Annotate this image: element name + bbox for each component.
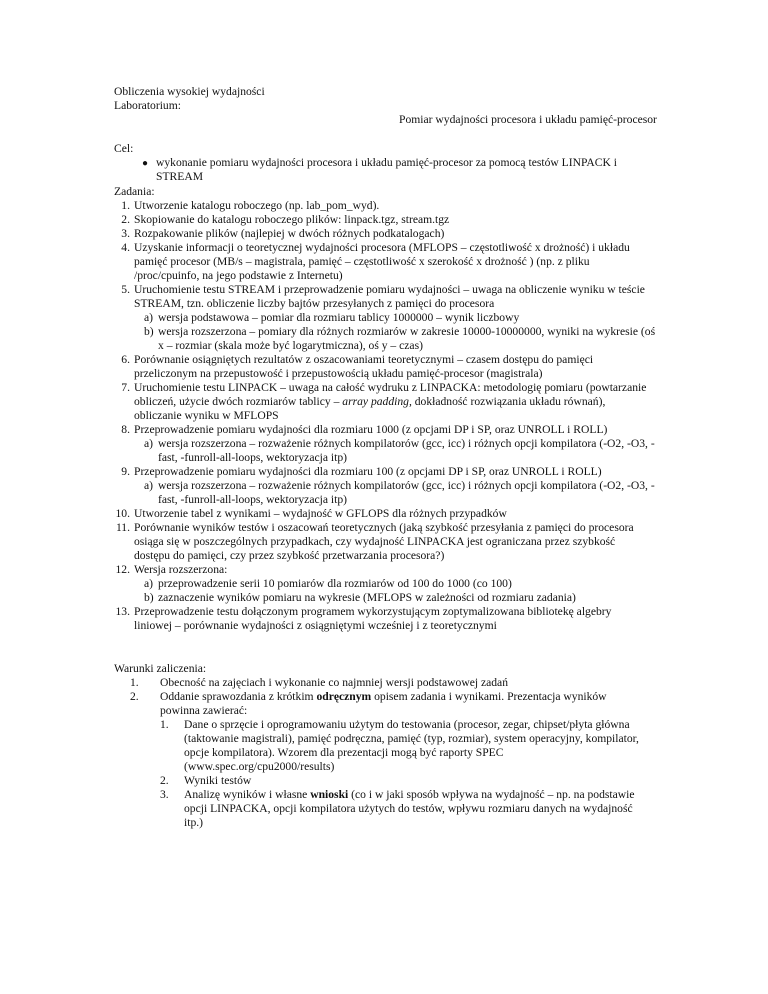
condition-subitem: 3. Analizę wyników i własne wnioski (co i w jaki sposób wpływa na wydajność – np. na podstawie <box>160 788 635 801</box>
task-item: 5. Uruchomienie testu STREAM i przeprowadzenie pomiaru wydajności – uwaga na obliczenie wyniku w teście <box>121 283 645 296</box>
subtask-item: a) wersja rozszerzona – rozważenie różnych kompilatorów (gcc, icc) i różnych opcji kompilatora (-O2, -O3, - <box>144 437 655 450</box>
task-item: 2. Skopiowanie do katalogu roboczego plików: linpack.tgz, stream.tgz <box>121 213 450 226</box>
task-item-cont: pamięć procesor (MB/s – magistrala, pamięć – częstotliwość x szerokość x drożność ) (np. z pliku <box>134 255 590 268</box>
task-item: 4. Uzyskanie informacji o teoretycznej wydajności procesora (MFLOPS – częstotliwość x drożność) i układu <box>121 241 630 254</box>
task-item-cont: osiąga się w poszczególnych przypadkach, czy wydajność LINPACKA jest ograniczana przez szybkość <box>134 535 616 548</box>
subtask-item-cont: fast, -funroll-all-loops, wektoryzacja itp) <box>158 493 347 506</box>
lab-label: Laboratorium: <box>114 99 181 112</box>
task-item: 13. Przeprowadzenie testu dołączonym programem wykorzystującym zoptymalizowana bibliotekę algebry <box>115 605 612 618</box>
condition-item-cont: powinna zawierać: <box>160 704 248 717</box>
condition-subitem-cont: opcje kompilatora). Wzorem dla prezentacji mogą być raporty SPEC <box>184 746 504 759</box>
task-item-cont: obliczeń, użycie dwóch rozmiarów tablicy – array padding, dokładność rozwiązania układu równań), <box>134 395 606 408</box>
goal-text-cont: STREAM <box>156 170 204 183</box>
bullet-icon: ● <box>141 158 149 169</box>
course-title: Obliczenia wysokiej wydajności <box>114 85 265 98</box>
task-item-cont: obliczanie wyniku w MFLOPS <box>134 409 279 422</box>
task-item: 1. Utworzenie katalogu roboczego (np. lab_pom_wyd). <box>121 199 380 212</box>
task-item-cont: liniowej – porównanie wydajności z osiągniętymi wcześniej i z teoretycznymi <box>134 619 497 632</box>
task-item: 3. Rozpakowanie plików (najlepiej w dwóch różnych podkatalogach) <box>121 227 445 240</box>
task-item: 7. Uruchomienie testu LINPACK – uwaga na całość wydruku z LINPACKA: metodologię pomiaru (powtarzanie <box>121 381 647 394</box>
condition-subitem: 2. Wyniki testów <box>160 774 252 787</box>
task-item: 8. Przeprowadzenie pomiaru wydajności dla rozmiaru 1000 (z opcjami DP i SP, oraz UNROLL i ROLL) <box>121 423 608 436</box>
subtask-item: a) wersja rozszerzona – rozważenie różnych kompilatorów (gcc, icc) i różnych opcji kompilatora (-O2, -O3, - <box>144 479 655 492</box>
task-item-cont: dostępu do pamięci, czy przez szybkość przetwarzania procesora?) <box>134 549 445 562</box>
subtask-item: b) zaznaczenie wyników pomiaru na wykresie (MFLOPS w zależności od rozmiaru zadania) <box>144 591 576 604</box>
task-item: 11. Porównanie wyników testów i oszacowań teoretycznych (jaką szybkość przesyłania z pamięci do procesora <box>115 521 634 534</box>
condition-item: 2. Oddanie sprawozdania z krótkim odręcznym opisem zadania i wynikami. Prezentacja wyników <box>130 690 607 703</box>
goal-text: wykonanie pomiaru wydajności procesora i układu pamięć-procesor za pomocą testów LINPACK i <box>156 156 617 169</box>
conditions-heading: Warunki zaliczenia: <box>114 662 207 675</box>
task-item: 9. Przeprowadzenie pomiaru wydajności dla rozmiaru 100 (z opcjami DP i SP, oraz UNROLL i ROLL) <box>121 465 602 478</box>
condition-item: 1. Obecność na zajęciach i wykonanie co najmniej wersji podstawowej zadań <box>130 676 508 689</box>
condition-subitem-cont: (www.spec.org/cpu2000/results) <box>184 760 335 773</box>
condition-subitem-cont: itp.) <box>184 816 203 829</box>
subtask-item-cont: x – rozmiar (skala może być logarytmiczna), oś y – czas) <box>158 339 423 352</box>
condition-subitem-cont: (taktowanie magistrali), pamięć podręczna, pamięć (typ, rozmiar), system operacyjny, kompilator, <box>184 732 639 745</box>
lab-subtitle: Pomiar wydajności procesora i układu pamięć-procesor <box>399 113 657 126</box>
goal-heading: Cel: <box>114 142 134 155</box>
goal-bullet-line <box>114 156 682 171</box>
task-item-cont: /proc/cpuinfo, na jego podstawie z Internetu) <box>134 269 343 282</box>
subtask-item: a) przeprowadzenie serii 10 pomiarów dla rozmiarów od 100 do 1000 (co 100) <box>144 577 512 590</box>
subtask-item: a) wersja podstawowa – pomiar dla rozmiaru tablicy 1000000 – wynik liczbowy <box>144 311 520 324</box>
task-item-cont: przeliczonym na przepustowość i przepustowością układu pamięć-procesor (magistrala) <box>134 367 543 380</box>
condition-subitem-cont: opcji LINPACKA, opcji kompilatora użytych do testów, wpływu rozmiaru danych na wydajność <box>184 802 633 815</box>
condition-subitem: 1. Dane o sprzęcie i oprogramowaniu użytym do testowania (procesor, zegar, chipset/płyta główna <box>160 718 630 731</box>
subtask-item: b) wersja rozszerzona – pomiary dla różnych rozmiarów w zakresie 10000-10000000, wyniki na wykresie (oś <box>144 325 656 338</box>
task-item-cont: STREAM, tzn. obliczenie liczby bajtów przesyłanych z pamięci do procesora <box>134 297 495 310</box>
task-item: 10. Utworzenie tabel z wynikami – wydajność w GFLOPS dla różnych przypadków <box>115 507 507 520</box>
task-item: 12. Wersja rozszerzona: <box>115 563 228 576</box>
task-item: 6. Porównanie osiągniętych rezultatów z oszacowaniami teoretycznymi – czasem dostępu do pamięci <box>121 353 594 366</box>
tasks-heading: Zadania: <box>114 185 155 198</box>
subtask-item-cont: fast, -funroll-all-loops, wektoryzacja itp) <box>158 451 347 464</box>
